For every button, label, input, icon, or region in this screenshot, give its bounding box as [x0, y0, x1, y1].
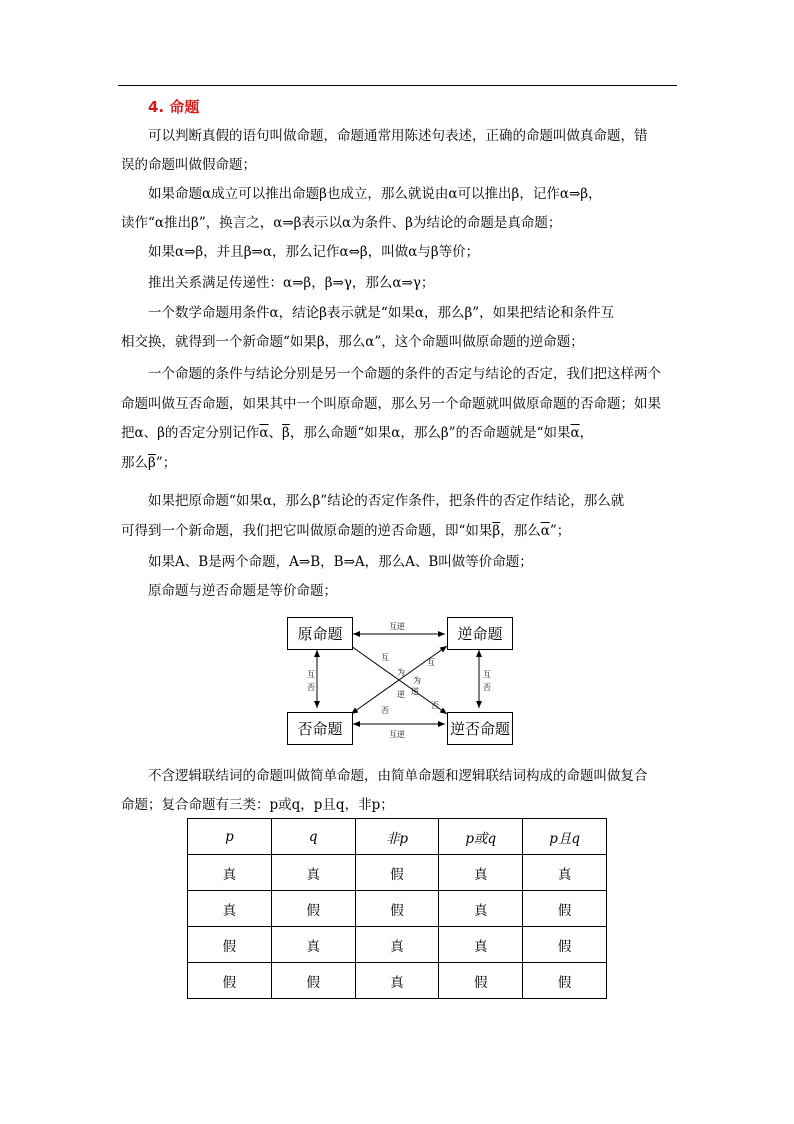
label-bottom-mutual-converse: 互逆: [389, 730, 405, 739]
table-cell: 假: [355, 891, 439, 927]
paragraph-inverse: [121, 360, 677, 478]
negation-alpha: $\overline{\alpha}$: [540, 523, 550, 539]
label-top-mutual-converse: 互逆: [389, 622, 405, 631]
table-row: [188, 963, 607, 999]
table-cell: 假: [523, 927, 607, 963]
box-inverse-proposition: 否命题: [287, 712, 353, 745]
label-right-2: 否: [483, 683, 491, 692]
box-contrapositive-proposition: 逆否命题: [447, 712, 513, 745]
label-left-1: 互: [307, 670, 315, 679]
label-diagonal-a-1: 互: [381, 653, 389, 662]
table-cell: 真: [439, 927, 523, 963]
table-cell: 假: [439, 963, 523, 999]
negation-beta: $\overline{\beta}$: [282, 425, 290, 441]
line: 可得到一个新命题，我们把它叫做原命题的逆否命题，即“如果$\overline{\beta}$，那么$\overline{\alpha}$”；: [121, 523, 571, 539]
table-cell: 假: [523, 963, 607, 999]
line: 命题叫做互否命题，如果其中一个叫原命题，那么另一个命题就叫做原命题的否命题；如果: [121, 395, 661, 412]
table-cell: 真: [355, 927, 439, 963]
table-row: [188, 855, 607, 891]
table-cell: 真: [188, 891, 272, 927]
line: 一个命题的条件与结论分别是另一个命题的条件的否定与结论的否定，我们把这样两个: [148, 366, 661, 382]
table-cell: 真: [523, 855, 607, 891]
label-diagonal-b-3: 逆: [397, 690, 405, 699]
table-cell: 假: [271, 891, 355, 927]
line: 相交换，就得到一个新命题“如果β，那么α”，这个命题叫做原命题的逆命题；: [121, 334, 584, 350]
table-header-cell: q: [271, 819, 355, 855]
paragraph-implication: [121, 180, 677, 238]
table-header-cell: p且q: [523, 819, 607, 855]
box-original-proposition: 原命题: [287, 617, 353, 650]
table-cell: 真: [439, 855, 523, 891]
label-diagonal-a-3: 逆: [411, 687, 419, 696]
header-rule: [118, 85, 677, 86]
table-row: [188, 927, 607, 963]
table-header-row: [188, 819, 607, 855]
line: 如果命题α成立可以推出命题β也成立，那么就说由α可以推出β，记作α⇒β，: [148, 186, 602, 202]
paragraph-transitivity: [121, 269, 677, 298]
box-converse-proposition: 逆命题: [447, 617, 513, 650]
negation-beta: $\overline{\beta}$: [492, 523, 501, 539]
negation-alpha: $\overline{\alpha}$: [259, 425, 269, 441]
table-cell: 真: [439, 891, 523, 927]
line: 不含逻辑联结词的命题叫做简单命题，由简单命题和逻辑联结词构成的命题叫做复合: [148, 768, 648, 784]
label-right-1: 互: [483, 670, 491, 679]
paragraph-contrapositive: [121, 486, 677, 546]
paragraph-definition: [121, 122, 677, 180]
label-diagonal-b-4: 否: [381, 706, 389, 715]
paragraph-compound-propositions: [121, 762, 677, 820]
table-header-cell: p或q: [439, 819, 523, 855]
line: 那么$\overline{\beta}$”；: [121, 454, 177, 471]
label-diagonal-b-2: 为: [413, 676, 421, 685]
line: 推出关系满足传递性：α⇒β，β⇒γ，那么α⇒γ；: [148, 275, 435, 291]
line: 把α、β的否定分别记作$\overline{\alpha}$、$\overline{\beta}$，那么命题“如果α，那么β”的否命题就是“如果$\overline{\alpha}$，: [121, 425, 594, 441]
line: 如果把原命题“如果α，那么β”结论的否定作条件，把条件的否定作结论，那么就: [148, 493, 625, 509]
section-title: 命题: [169, 98, 200, 116]
label-left-2: 否: [307, 683, 315, 692]
truth-table: [187, 818, 607, 999]
table-cell: 假: [188, 963, 272, 999]
label-diagonal-b-1: 互: [427, 658, 435, 667]
line: 误的命题叫做假命题；: [121, 157, 256, 173]
paragraph-equivalence-note: [121, 577, 677, 606]
paragraph-equivalent-propositions: [121, 548, 677, 577]
negation-alpha: $\overline{\alpha}$: [570, 425, 580, 441]
section-heading: [148, 96, 199, 117]
section-number: 4.: [148, 98, 165, 116]
table-cell: 真: [271, 855, 355, 891]
negation-beta: $\overline{\beta}$: [148, 454, 156, 471]
table-cell: 假: [355, 855, 439, 891]
label-diagonal-a-4: 否: [431, 701, 439, 710]
line: 命题；复合命题有三类：p或q，p且q，非p；: [121, 797, 394, 813]
line: 如果α⇒β，并且β⇒α，那么记作α⇔β，叫做α与β等价；: [148, 244, 480, 260]
table-row: [188, 891, 607, 927]
proposition-relationship-diagram: [285, 612, 515, 747]
table-header-cell: p: [188, 819, 272, 855]
line: 可以判断真假的语句叫做命题，命题通常用陈述句表述，正确的命题叫做真命题，错: [148, 128, 648, 144]
line: 读作“α推出β”，换言之，α⇒β表示以α为条件、β为结论的命题是真命题；: [121, 215, 562, 231]
table-cell: 真: [271, 927, 355, 963]
table-cell: 假: [188, 927, 272, 963]
label-diagonal-a-2: 为: [397, 668, 405, 677]
table-cell: 假: [271, 963, 355, 999]
table-cell: 假: [523, 891, 607, 927]
paragraph-converse: [121, 299, 677, 357]
line: 一个数学命题用条件α，结论β表示就是“如果α，那么β”，如果把结论和条件互: [148, 305, 615, 321]
table-cell: 真: [188, 855, 272, 891]
paragraph-equivalence: [121, 238, 677, 267]
line: 如果A、B是两个命题，A⇒B，B⇒A，那么A、B叫做等价命题；: [148, 554, 533, 570]
line: 原命题与逆否命题是等价命题；: [148, 583, 337, 599]
table-header-cell: 非p: [355, 819, 439, 855]
table-cell: 真: [355, 963, 439, 999]
